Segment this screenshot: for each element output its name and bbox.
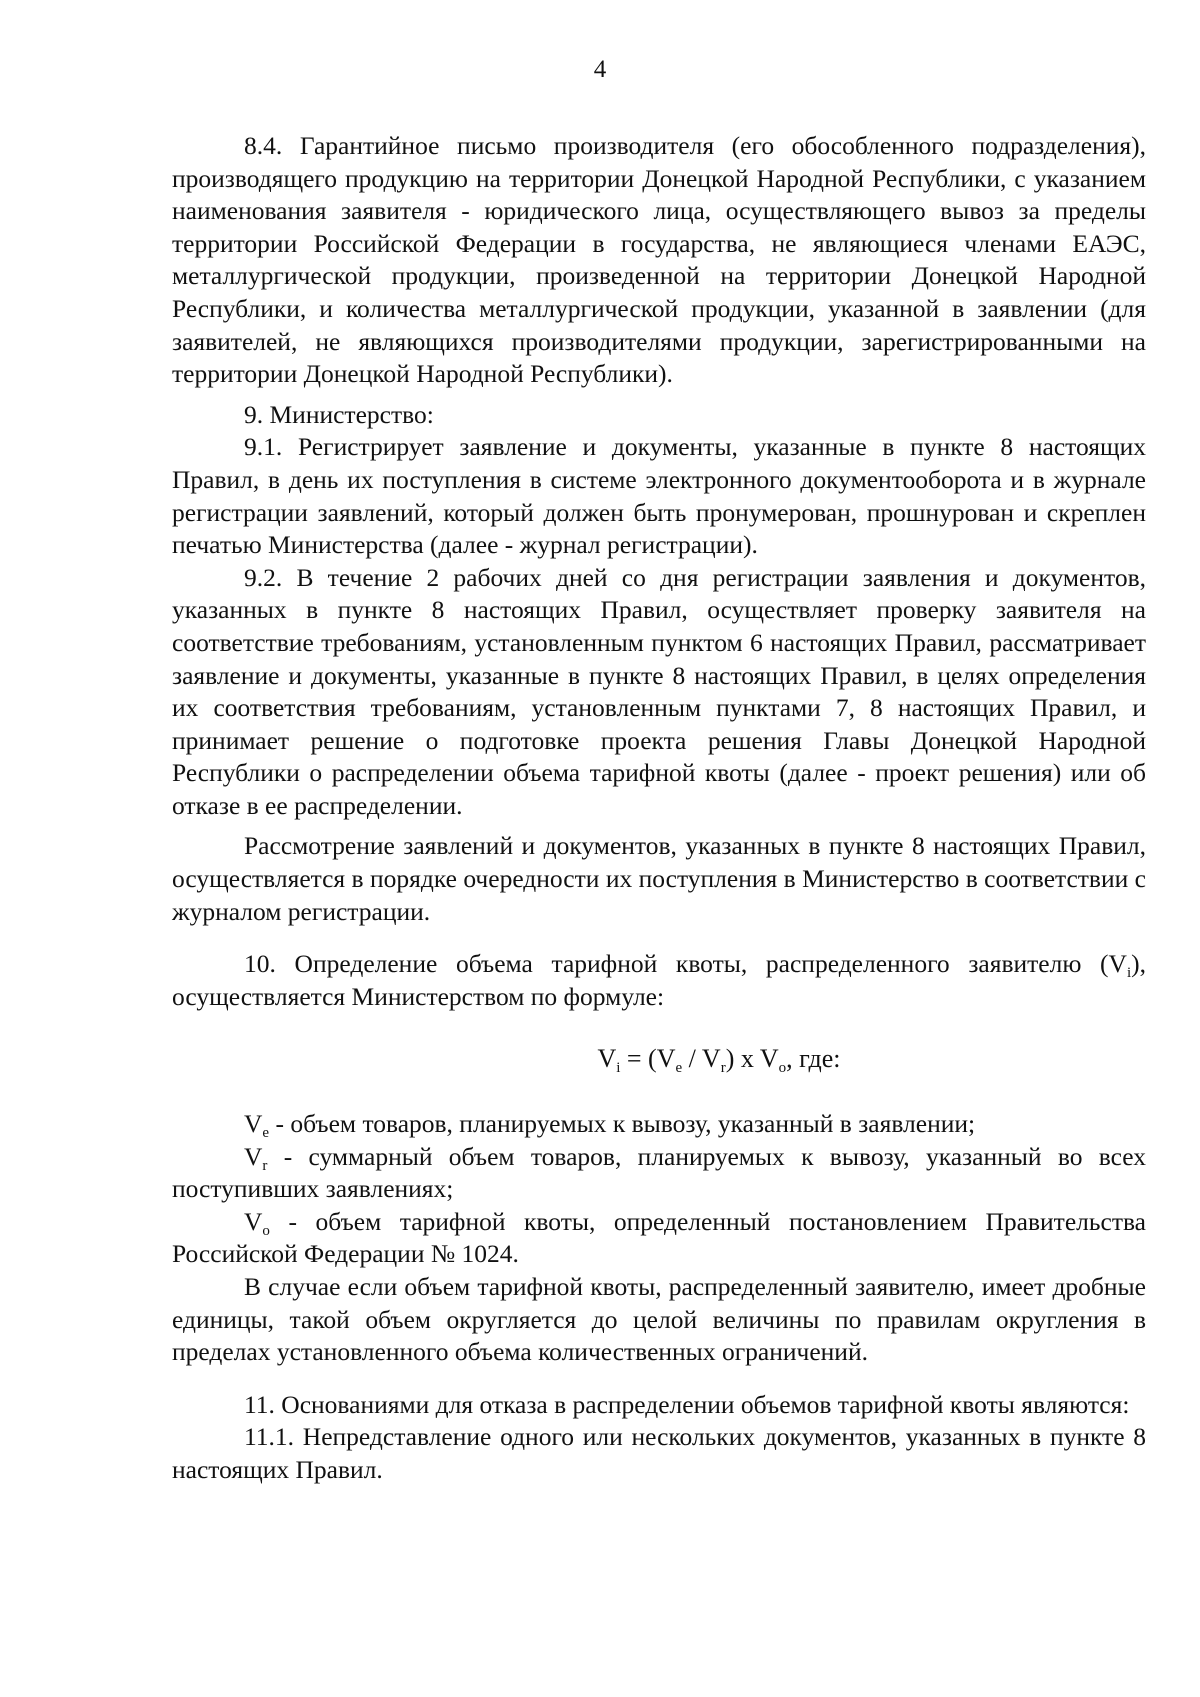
formula-sub-e: e xyxy=(675,1060,683,1077)
definition-vr-text: - суммарный объем товаров, планируемых к вывозу, указанный во всех поступивших заявлениях; xyxy=(172,1141,1146,1204)
definition-ve xyxy=(172,1108,1146,1141)
definition-vo xyxy=(172,1206,1146,1271)
formula-times: ) x V xyxy=(725,1044,779,1074)
definition-ve-text: - объем товаров, планируемых к вывозу, указанный в заявлении; xyxy=(269,1109,976,1139)
paragraph-10-text-pre: 10. Определение объема тарифной квоты, распределенного заявителю (V xyxy=(244,949,1127,979)
definition-ve-subscript: e xyxy=(262,1125,270,1142)
formula-sub-r: r xyxy=(720,1060,726,1077)
formula-sub-o: o xyxy=(778,1060,787,1077)
paragraph-9: 9. Министерство: xyxy=(244,399,434,429)
paragraph-8-4: 8.4. Гарантийное письмо производителя (его обособленного подразделения), производящего продукцию на территории Донецкой Народной Республики, с указанием наименования заявителя - юридического лица, осуществляющего вывоз за пределы территории Российской Федерации в государства, не являющиеся членами ЕАЭС, металлургической продукции, произведенной на территории Донецкой Народной Республики, и количества металлургической продукции, указанной в заявлении (для заявителей, не являющихся производителями продукции, зарегистрированными на территории Донецкой Народной Республики). xyxy=(172,131,1146,389)
definition-ve-symbol: V xyxy=(244,1109,263,1139)
definition-vr xyxy=(172,1141,1146,1206)
paragraph-10 xyxy=(172,948,1146,1013)
formula-sub-i: i xyxy=(616,1060,621,1077)
definition-vr-subscript: r xyxy=(262,1157,268,1174)
formula-eq-open: = (V xyxy=(620,1044,676,1074)
document-body xyxy=(172,130,1146,1487)
paragraph-10-subscript: i xyxy=(1126,965,1132,982)
paragraph-rounding: В случае если объем тарифной квоты, распределенный заявителю, имеет дробные единицы, такой объем округляется до целой величины по правилам округления в пределах установленного объема количественных ограничений. xyxy=(172,1272,1146,1367)
definition-vo-symbol: V xyxy=(244,1206,263,1236)
formula-slash: / V xyxy=(682,1044,721,1074)
paragraph-9-1: 9.1. Регистрирует заявление и документы, указанные в пункте 8 настоящих Правил, в день их поступления в системе электронного документооборота и в журнале регистрации заявлений, который должен быть пронумерован, прошнурован и скреплен печатью Министерства (далее - журнал регистрации). xyxy=(172,432,1146,560)
formula-v: V xyxy=(597,1044,617,1074)
paragraph-11: 11. Основаниями для отказа в распределении объемов тарифной квоты являются: xyxy=(244,1389,1130,1419)
paragraph-review-order: Рассмотрение заявлений и документов, указанных в пункте 8 настоящих Правил, осуществляется в порядке очередности их поступления в Министерство в соответствии с журналом регистрации. xyxy=(172,831,1146,926)
paragraph-9-2: 9.2. В течение 2 рабочих дней со дня регистрации заявления и документов, указанных в пункте 8 настоящих Правил, осуществляет проверку заявителя на соответствие требованиям, установленным пунктом 6 настоящих Правил, рассматривает заявление и документы, указанные в пункте 8 настоящих Правил, в целях определения их соответствия требованиям, установленным пунктами 7, 8 настоящих Правил, и принимает решение о подготовке проекта решения Главы Донецкой Народной Республики о распределении объема тарифной квоты (далее - проект решения) или об отказе в ее распределении. xyxy=(172,562,1146,820)
definition-vr-symbol: V xyxy=(244,1141,263,1171)
definition-vo-subscript: o xyxy=(262,1222,270,1239)
paragraph-11-1: 11.1. Непредставление одного или нескольких документов, указанных в пункте 8 настоящих Правил. xyxy=(172,1422,1146,1484)
formula-tail: , где: xyxy=(786,1044,841,1074)
paragraph-10-text-post: ), осуществляется Министерством по формуле: xyxy=(172,949,1146,1011)
formula xyxy=(172,1043,1146,1076)
definition-vo-text: - объем тарифной квоты, определенный постановлением Правительства Российской Федерации № 1024. xyxy=(172,1206,1146,1269)
page-number: 4 xyxy=(593,56,607,83)
